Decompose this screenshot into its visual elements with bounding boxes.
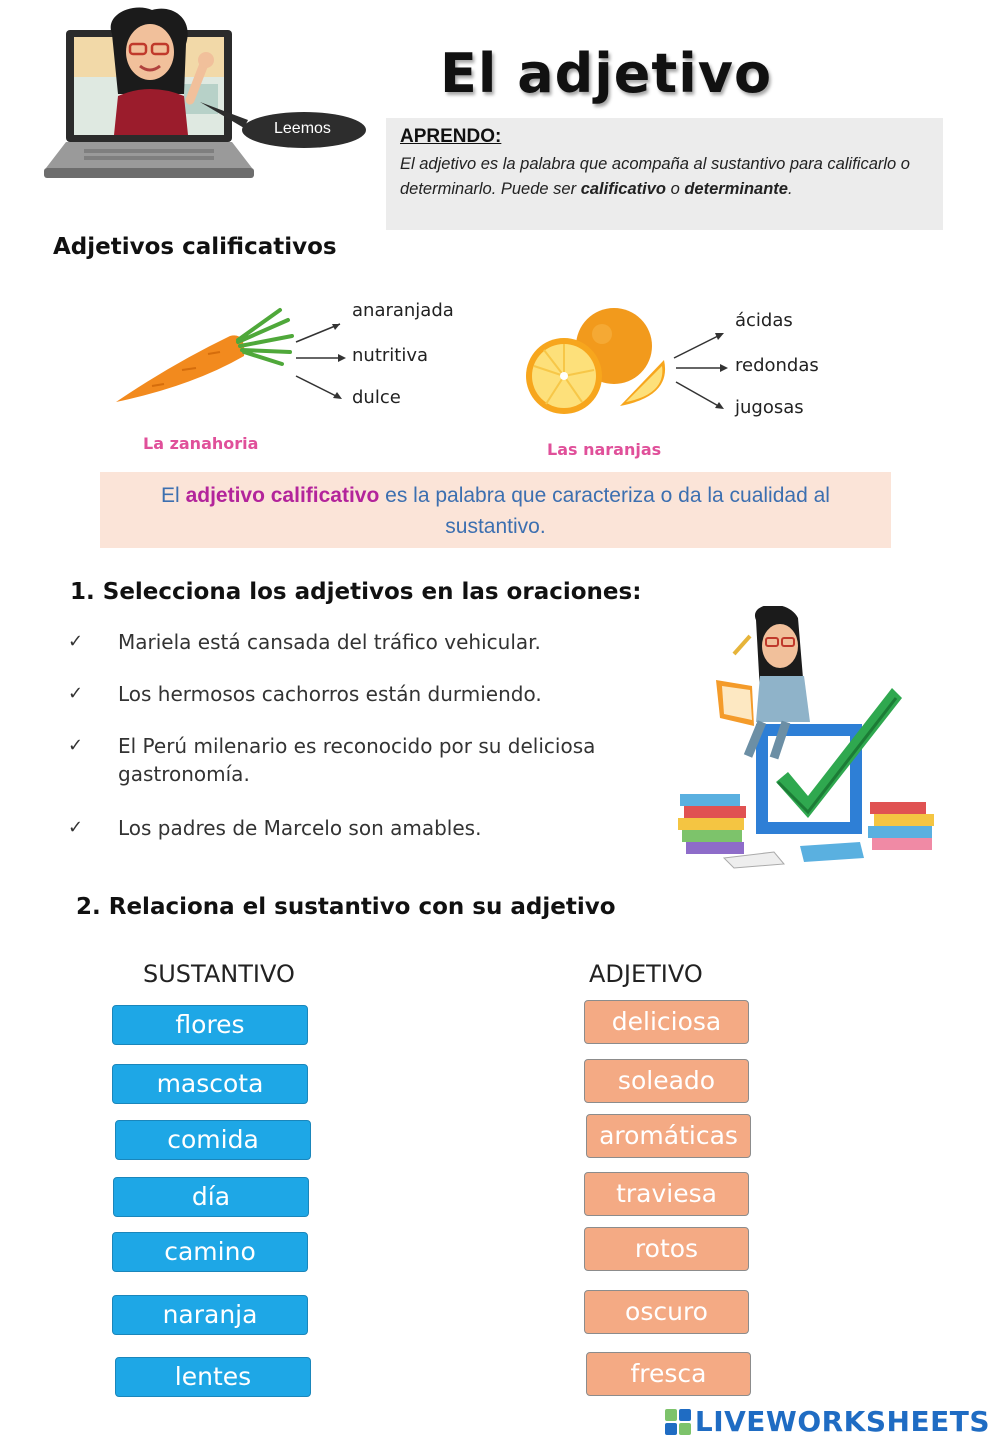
- adjetivo-card-deliciosa[interactable]: deliciosa: [584, 1000, 749, 1044]
- sentence-text[interactable]: Los padres de Marcelo son amables.: [118, 816, 482, 840]
- checkmark-icon: ✓: [68, 817, 84, 838]
- adjetivo-card-fresca[interactable]: fresca: [586, 1352, 751, 1396]
- adjetivo-card-traviesa[interactable]: traviesa: [584, 1172, 749, 1216]
- definition-prefix: El: [161, 484, 186, 507]
- sentence-list: [68, 628, 648, 854]
- adjetivo-card-rotos[interactable]: rotos: [584, 1227, 749, 1271]
- speech-bubble-text: Leemos: [274, 120, 331, 137]
- carrot-adjective: nutritiva: [352, 345, 429, 366]
- sentence-item[interactable]: [68, 814, 648, 854]
- oranges-arrows: [672, 326, 732, 418]
- sustantivo-column-header: SUSTANTIVO: [143, 960, 295, 988]
- sustantivo-card-naranja[interactable]: naranja: [112, 1295, 308, 1335]
- checkmark-icon: ✓: [68, 683, 84, 704]
- carrot-arrows: [292, 318, 352, 410]
- definition-box: [100, 472, 891, 548]
- aprendo-bold-determinante: determinante: [684, 180, 788, 198]
- aprendo-box: [386, 118, 943, 230]
- aprendo-text-3: .: [787, 180, 793, 198]
- speech-bubble: [196, 98, 368, 150]
- laptop-avatar-illustration: [44, 4, 254, 186]
- exercise-1-heading: 1. Selecciona los adjetivos en las oraciones:: [70, 579, 642, 605]
- brand-text: LIVEWORKSHEETS: [694, 1405, 990, 1438]
- checkmark-icon: ✓: [68, 735, 84, 756]
- sustantivo-card-camino[interactable]: camino: [112, 1232, 308, 1272]
- carrot-illustration: [112, 306, 294, 410]
- carrot-caption: La zanahoria: [143, 434, 259, 453]
- sustantivo-card-flores[interactable]: flores: [112, 1005, 308, 1045]
- reader-checkbox-illustration: [664, 606, 948, 874]
- sentence-text[interactable]: Mariela está cansada del tráfico vehicular.: [118, 630, 541, 654]
- adjetivo-card-soleado[interactable]: soleado: [584, 1059, 749, 1103]
- aprendo-heading: APRENDO:: [400, 126, 502, 147]
- section-heading-calificativos: Adjetivos calificativos: [53, 234, 337, 260]
- adjetivo-card-aromaticas[interactable]: aromáticas: [586, 1114, 751, 1158]
- checkmark-icon: ✓: [68, 631, 84, 652]
- sentence-item[interactable]: [68, 680, 648, 732]
- oranges-illustration: [522, 300, 672, 422]
- exercise-2-heading: 2. Relaciona el sustantivo con su adjetivo: [76, 894, 616, 920]
- sentence-item[interactable]: [68, 628, 648, 680]
- sustantivo-card-comida[interactable]: comida: [115, 1120, 311, 1160]
- sentence-text[interactable]: El Perú milenario es reconocido por su deliciosa gastronomía.: [118, 734, 596, 786]
- definition-suffix: es la palabra que caracteriza o da la cualidad al sustantivo.: [379, 484, 830, 538]
- aprendo-text: [400, 152, 929, 202]
- aprendo-text-1: El adjetivo es la palabra que acompaña al sustantivo para calificarlo o determinarlo. Puede ser: [400, 155, 910, 198]
- sustantivo-card-lentes[interactable]: lentes: [115, 1357, 311, 1397]
- orange-adjective: jugosas: [735, 397, 804, 418]
- sentence-text[interactable]: Los hermosos cachorros están durmiendo.: [118, 682, 542, 706]
- liveworksheets-brand: [665, 1405, 990, 1438]
- sustantivo-card-mascota[interactable]: mascota: [112, 1064, 308, 1104]
- carrot-adjective: anaranjada: [352, 300, 454, 321]
- definition-highlight: adjetivo calificativo: [185, 484, 380, 507]
- liveworksheets-logo-icon: [665, 1409, 691, 1435]
- aprendo-bold-calificativo: calificativo: [580, 180, 666, 198]
- adjetivo-card-oscuro[interactable]: oscuro: [584, 1290, 749, 1334]
- sustantivo-card-dia[interactable]: día: [113, 1177, 309, 1217]
- oranges-caption: Las naranjas: [547, 440, 662, 459]
- sentence-item[interactable]: [68, 732, 648, 814]
- page-title: El adjetivo: [440, 42, 773, 105]
- aprendo-text-2: o: [665, 180, 685, 198]
- orange-adjective: redondas: [735, 355, 819, 376]
- orange-adjective: ácidas: [735, 310, 793, 331]
- adjetivo-column-header: ADJETIVO: [589, 960, 703, 988]
- carrot-adjective: dulce: [352, 387, 401, 408]
